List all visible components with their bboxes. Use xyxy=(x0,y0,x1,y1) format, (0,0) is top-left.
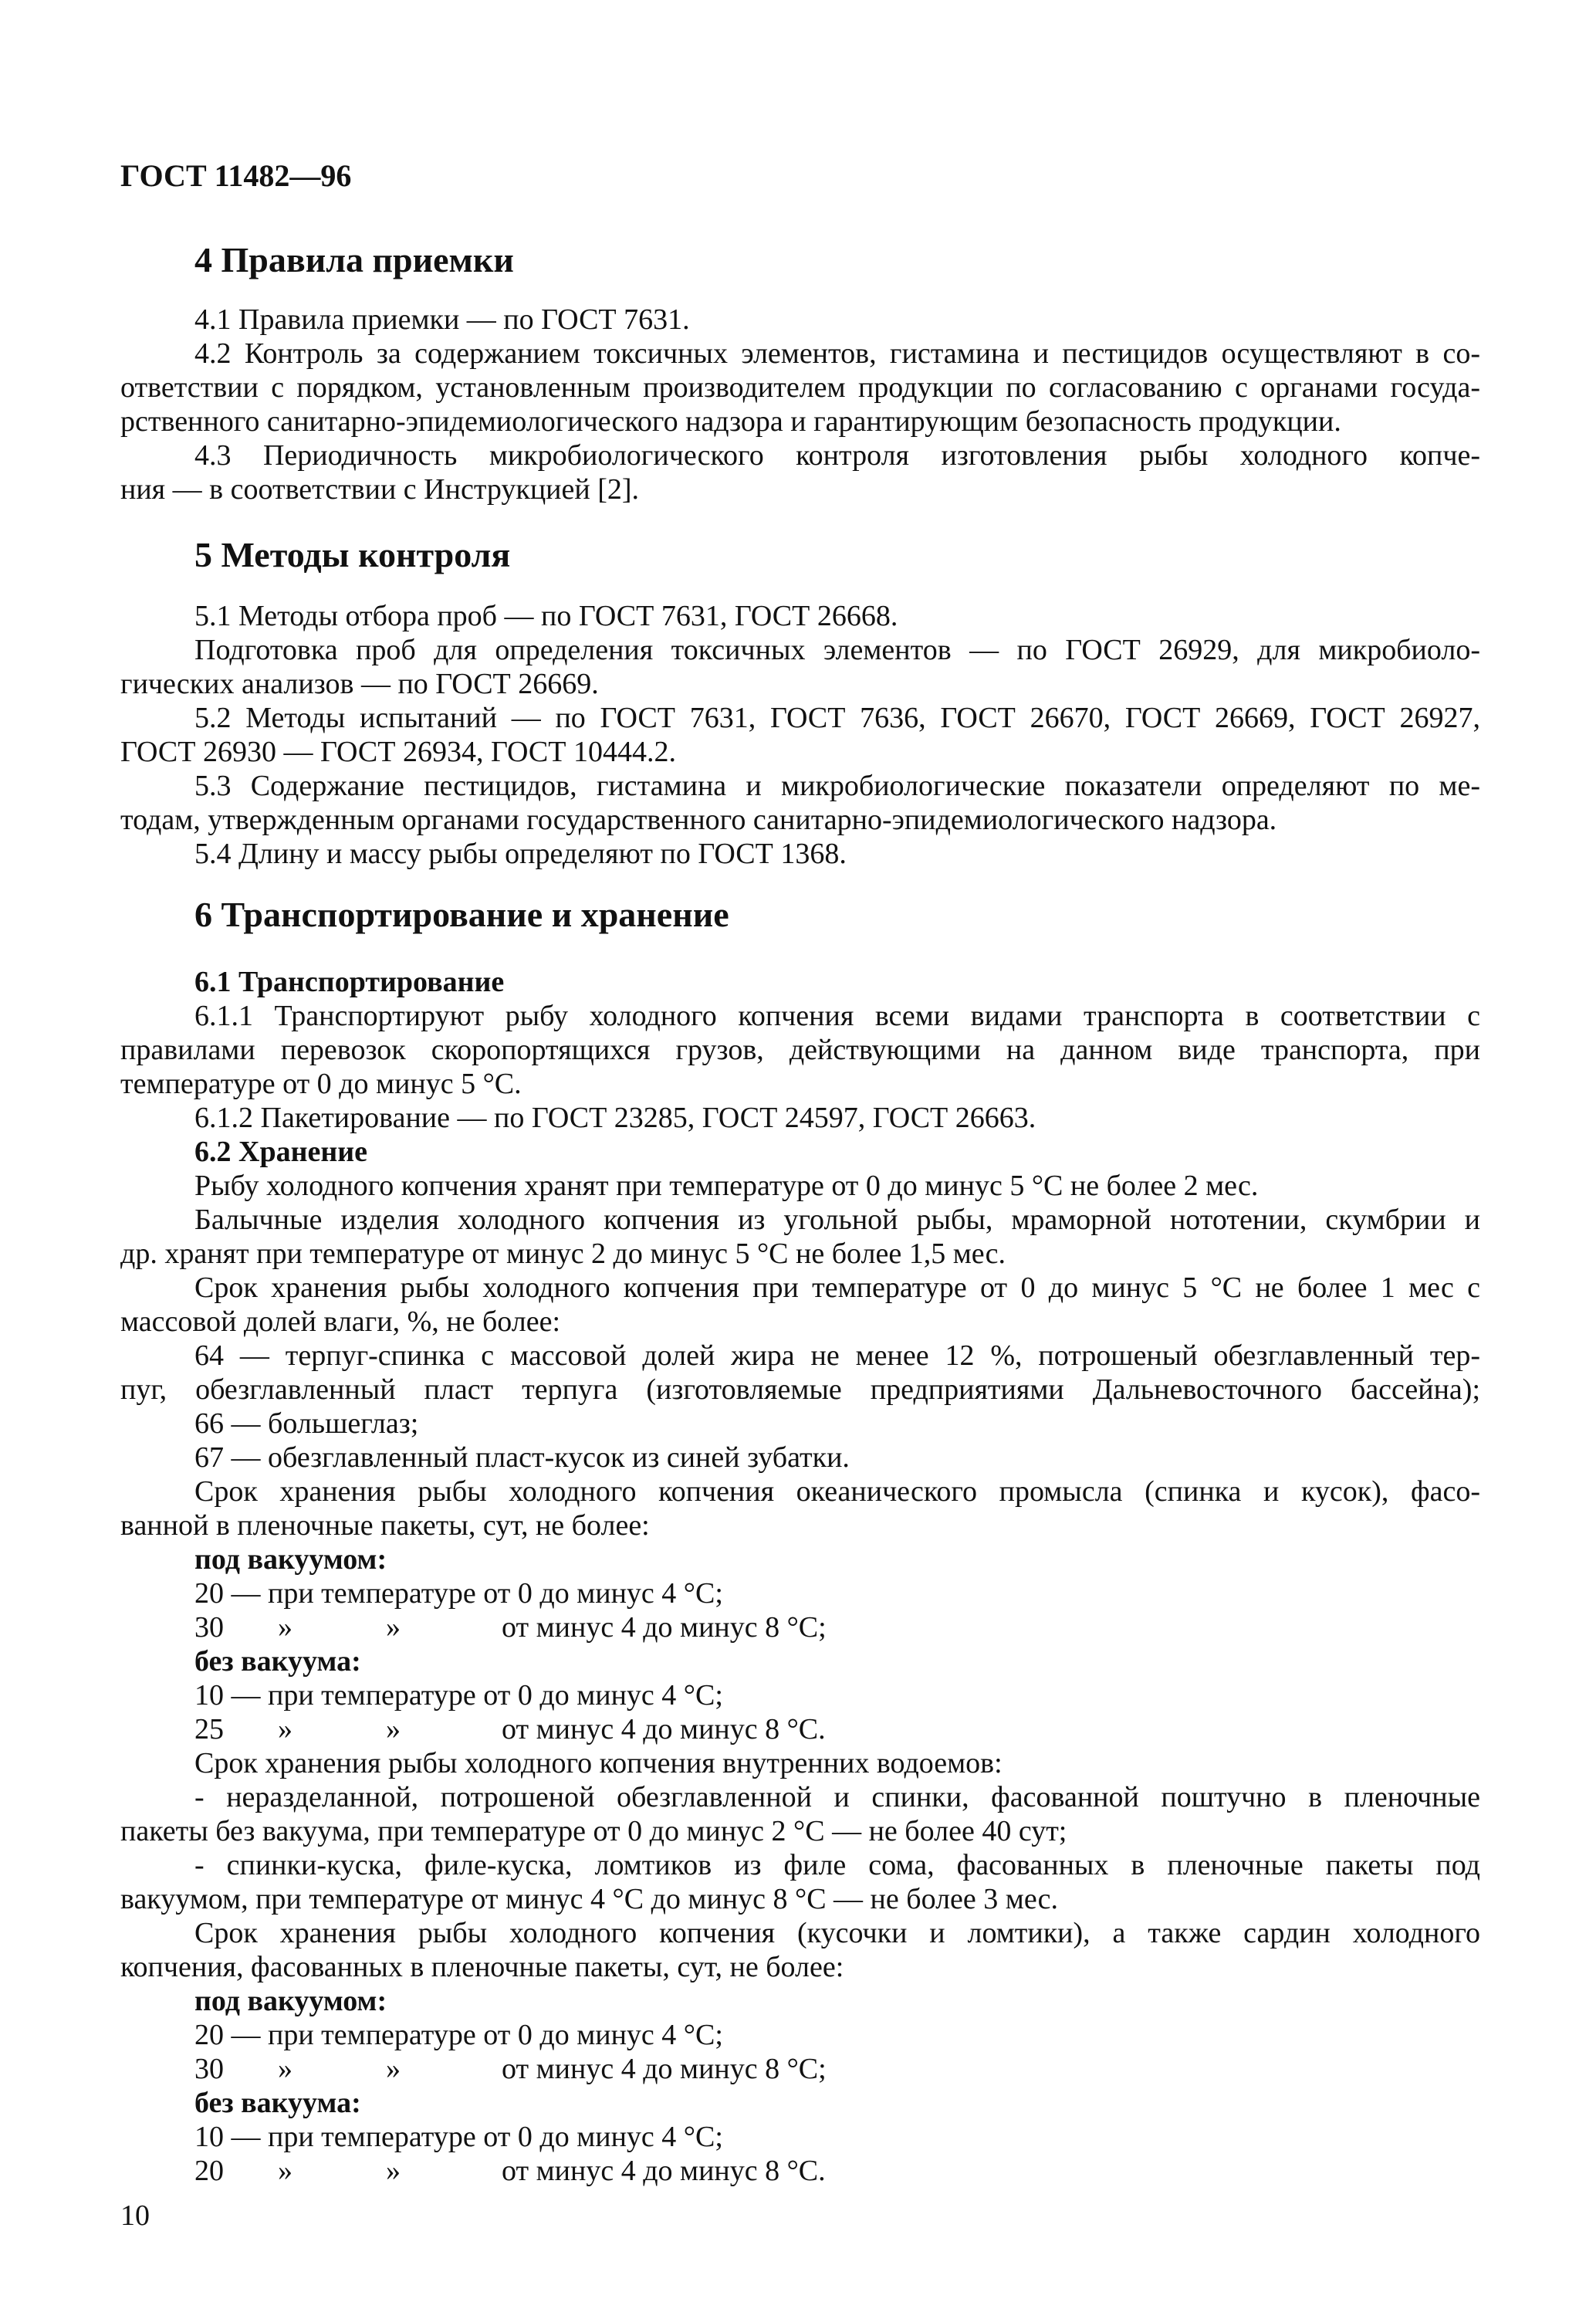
storage-days: 30 xyxy=(194,2053,224,2085)
storage-days: 30 xyxy=(194,1611,224,1644)
storage-row xyxy=(120,1712,1480,1746)
paragraph-line: ГОСТ 26930 — ГОСТ 26934, ГОСТ 10444.2. xyxy=(120,736,676,768)
list-item-line: пакеты без вакуума, при температуре от 0 до минус 2 °С — не более 40 сут; xyxy=(120,1815,1067,1847)
paragraph-line: Срок хранения рыбы холодного копчения океанического промысла (спинка и кусок), фасо- xyxy=(194,1475,1480,1508)
no-vacuum-label: без вакуума: xyxy=(194,2087,361,2119)
paragraph-line: тодам, утвержденным органами государственного санитарно-эпидемиологического надзора. xyxy=(120,804,1277,836)
paragraph-line: Срок хранения рыбы холодного копчения (кусочки и ломтики), а также сардин холодного xyxy=(194,1917,1480,1949)
subsection-6-1-title: 6.1 Транспортирование xyxy=(194,966,505,998)
paragraph-line: массовой долей влаги, %, не более: xyxy=(120,1305,561,1338)
section-5-title: 5 Методы контроля xyxy=(194,535,511,574)
storage-row xyxy=(120,2052,1480,2086)
section-4-title: 4 Правила приемки xyxy=(194,240,514,279)
no-vacuum-label: без вакуума: xyxy=(194,1645,361,1678)
ditto-mark: » xyxy=(278,1713,292,1745)
storage-row xyxy=(120,1610,1480,1644)
list-item-line: - неразделанной, потрошеной обезглавленной и спинки, фасованной поштучно в пленочные xyxy=(194,1781,1480,1813)
paragraph-line: Срок хранения рыбы холодного копчения при температуре от 0 до минус 5 °С не более 1 мес с xyxy=(194,1271,1480,1304)
paragraph-line: копчения, фасованных в пленочные пакеты, сут, не более: xyxy=(120,1951,844,1983)
ditto-mark: » xyxy=(278,1611,292,1644)
storage-temp: от минус 4 до минус 8 °С; xyxy=(502,2053,827,2085)
paragraph-line: ответствии с порядком, установленным производителем продукции по согласованию с органами госуда- xyxy=(120,371,1480,404)
paragraph-line: температуре от 0 до минус 5 °С. xyxy=(120,1068,522,1100)
document-header: ГОСТ 11482—96 xyxy=(120,158,352,193)
ditto-mark: » xyxy=(386,1713,401,1745)
section-5-body xyxy=(120,599,1480,871)
paragraph-line: 4.1 Правила приемки — по ГОСТ 7631. xyxy=(194,303,690,336)
paragraph-line: Балычные изделия холодного копчения из угольной рыбы, мраморной нототении, скумбрии и xyxy=(194,1204,1480,1236)
storage-temp: от минус 4 до минус 8 °С. xyxy=(502,1713,826,1745)
section-6-title: 6 Транспортирование и хранение xyxy=(194,895,729,934)
page-number: 10 xyxy=(120,2199,150,2232)
storage-row: 20 — при температуре от 0 до минус 4 °С; xyxy=(194,1577,723,1610)
list-item-line: - спинки-куска, филе-куска, ломтиков из филе сома, фасованных в пленочные пакеты под xyxy=(194,1849,1480,1881)
vacuum-label: под вакуумом: xyxy=(194,1985,387,2017)
paragraph-line: 5.4 Длину и массу рыбы определяют по ГОСТ 1368. xyxy=(194,838,847,870)
paragraph-line: гических анализов — по ГОСТ 26669. xyxy=(120,668,599,700)
paragraph-line: Рыбу холодного копчения хранят при температуре от 0 до минус 5 °С не более 2 мес. xyxy=(194,1170,1259,1202)
list-item-line: вакуумом, при температуре от минус 4 °С до минус 8 °С — не более 3 мес. xyxy=(120,1883,1058,1915)
storage-temp: от минус 4 до минус 8 °С; xyxy=(502,1611,827,1644)
paragraph-line: ния — в соответствии с Инструкцией [2]. xyxy=(120,473,640,506)
paragraph-line: правилами перевозок скоропортящихся грузов, действующими на данном виде транспорта, при xyxy=(120,1034,1480,1066)
paragraph-line: 66 — большеглаз; xyxy=(194,1407,419,1440)
subsection-6-2-title: 6.2 Хранение xyxy=(194,1136,367,1168)
paragraph-line: 5.1 Методы отбора проб — по ГОСТ 7631, ГОСТ 26668. xyxy=(194,600,898,632)
ditto-mark: » xyxy=(278,2053,292,2085)
paragraph-line: 5.2 Методы испытаний — по ГОСТ 7631, ГОСТ 7636, ГОСТ 26670, ГОСТ 26669, ГОСТ 26927, xyxy=(194,702,1480,734)
paragraph-line: 64 — терпуг-спинка с массовой долей жира не менее 12 %, потрошеный обезглавленный тер- xyxy=(194,1339,1480,1372)
paragraph-line: 6.1.2 Пакетирование — по ГОСТ 23285, ГОСТ 24597, ГОСТ 26663. xyxy=(194,1102,1036,1134)
paragraph-line: др. хранят при температуре от минус 2 до минус 5 °С не более 1,5 мес. xyxy=(120,1238,1006,1270)
storage-row: 10 — при температуре от 0 до минус 4 °С; xyxy=(194,1679,723,1712)
section-6-body xyxy=(120,965,1480,2188)
paragraph-line: 67 — обезглавленный пласт-кусок из синей зубатки. xyxy=(194,1441,850,1474)
paragraph-line: пуг, обезглавленный пласт терпуга (изготовляемые предприятиями Дальневосточного бассейна); xyxy=(120,1373,1480,1406)
paragraph-line: 5.3 Содержание пестицидов, гистамина и микробиологические показатели определяют по ме- xyxy=(194,770,1480,802)
vacuum-label: под вакуумом: xyxy=(194,1543,387,1576)
paragraph-line: Подготовка проб для определения токсичных элементов — по ГОСТ 26929, для микробиоло- xyxy=(194,634,1480,666)
ditto-mark: » xyxy=(386,1611,401,1644)
paragraph-line: 4.3 Периодичность микробиологического контроля изготовления рыбы холодного копче- xyxy=(194,439,1480,472)
storage-row: 10 — при температуре от 0 до минус 4 °С; xyxy=(194,2121,723,2153)
paragraph-line: 6.1.1 Транспортируют рыбу холодного копчения всеми видами транспорта в соответствии с xyxy=(194,1000,1480,1032)
paragraph-line: 4.2 Контроль за содержанием токсичных элементов, гистамина и пестицидов осуществляют в со- xyxy=(194,337,1480,370)
storage-temp: от минус 4 до минус 8 °С. xyxy=(502,2155,826,2187)
storage-row: 20 — при температуре от 0 до минус 4 °С; xyxy=(194,2019,723,2051)
storage-days: 25 xyxy=(194,1713,224,1745)
section-4-body xyxy=(120,303,1480,506)
ditto-mark: » xyxy=(386,2155,401,2187)
paragraph-line: рственного санитарно-эпидемиологического надзора и гарантирующим безопасность продукции. xyxy=(120,405,1341,438)
storage-row xyxy=(120,2154,1480,2188)
paragraph-line: Срок хранения рыбы холодного копчения внутренних водоемов: xyxy=(194,1747,1003,1779)
ditto-mark: » xyxy=(386,2053,401,2085)
paragraph-line: ванной в пленочные пакеты, сут, не более: xyxy=(120,1509,650,1542)
storage-days: 20 xyxy=(194,2155,224,2187)
ditto-mark: » xyxy=(278,2155,292,2187)
